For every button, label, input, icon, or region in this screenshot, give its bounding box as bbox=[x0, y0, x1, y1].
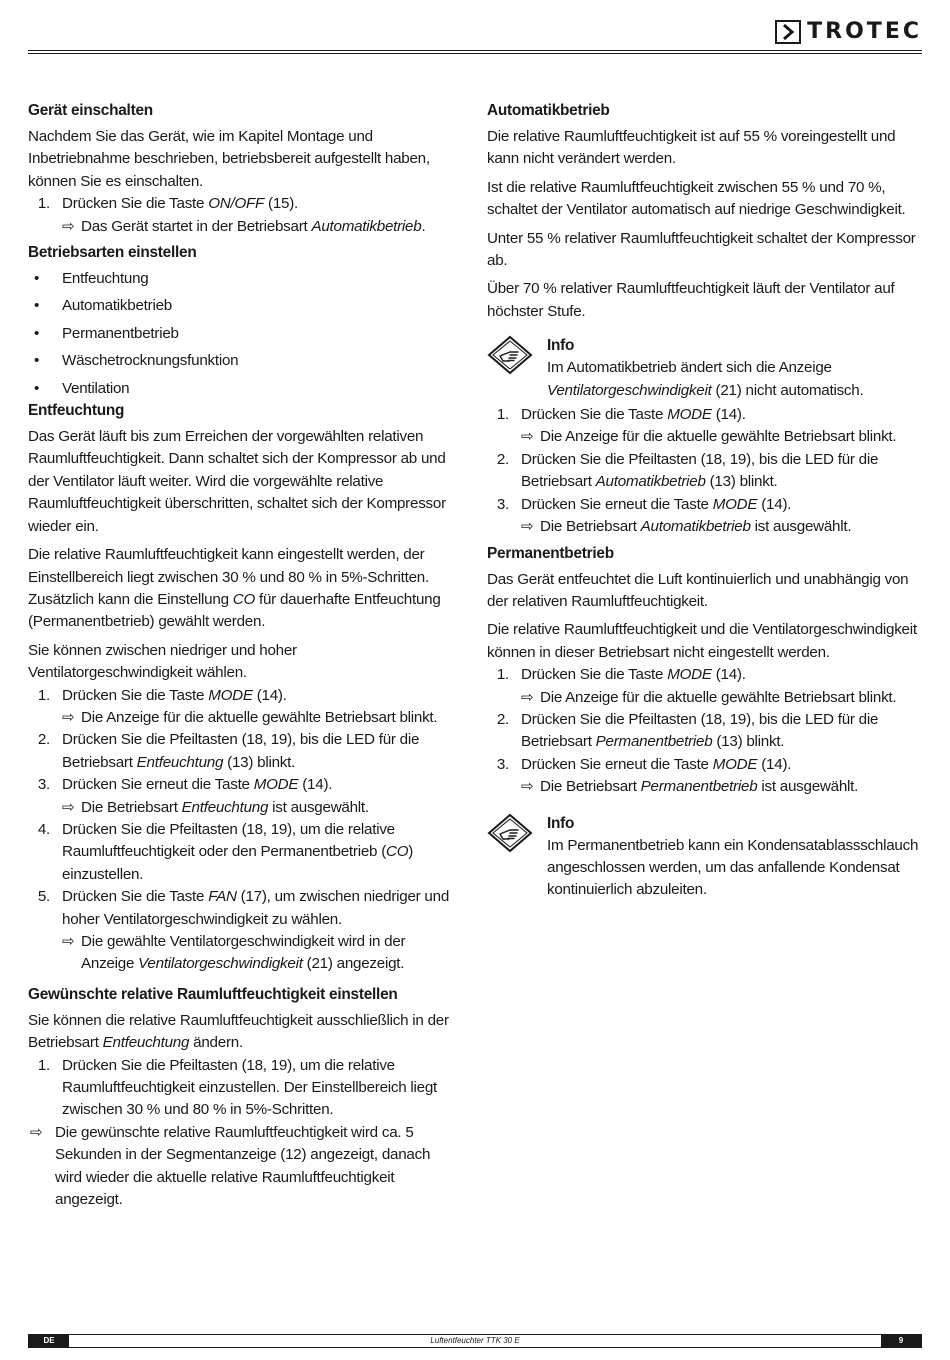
step-text-emphasis: FAN bbox=[208, 888, 237, 906]
step-text-part: Drücken Sie die Taste bbox=[521, 666, 668, 684]
result-text-part: Die gewählte Ventilatorgeschwindigkeit wird in der Anzeige bbox=[81, 933, 406, 973]
result-text bbox=[81, 931, 460, 976]
paragraph: Unter 55 % relativer Raumluftfeuchtigkeit schaltet der Kompressor ab. bbox=[487, 229, 916, 270]
step-item bbox=[487, 754, 923, 776]
step-text-part: (13) blinkt. bbox=[223, 753, 296, 771]
paragraph bbox=[28, 544, 460, 634]
step-item bbox=[487, 709, 923, 754]
paragraph: Das Gerät entfeuchtet die Luft kontinuierlich und unabhängig von der relativen Raumluftfeuchtigkeit. bbox=[487, 570, 909, 610]
step-text-part: Drücken Sie die Taste bbox=[62, 888, 209, 906]
info-text: Im Permanentbetrieb kann ein Kondensatablassschlauch angeschlossen werden, um das anfallende Kondensat kontinuierlich abzuleiten. bbox=[547, 836, 919, 899]
step-item bbox=[28, 1055, 460, 1122]
step-text-part: Drücken Sie die Taste bbox=[521, 406, 668, 424]
info-text-emphasis: Ventilatorgeschwindigkeit bbox=[547, 381, 712, 399]
step-text bbox=[521, 664, 923, 686]
step-text-emphasis: MODE bbox=[208, 686, 253, 704]
header-divider bbox=[28, 50, 922, 51]
info-text bbox=[547, 357, 923, 402]
paragraph: Das Gerät läuft bis zum Erreichen der vorgewählten relativen Raumluftfeuchtigkeit. Dann schaltet sich der Kompressor ab und der Ventilator läuft weiter. Wird die vorgewählte relative Raumluftfeuchtigkeit überschritten, schaltet sich der Kompressor wieder ein. bbox=[28, 428, 446, 535]
result-text bbox=[540, 516, 923, 538]
info-text-part: (21) nicht automatisch. bbox=[711, 381, 864, 399]
left-column bbox=[28, 100, 460, 1211]
bullet-icon: • bbox=[34, 297, 40, 315]
step-number: 2. bbox=[496, 710, 509, 728]
step-text-part: (14). bbox=[298, 776, 333, 794]
bullet-text: Wäschetrocknungsfunktion bbox=[62, 352, 239, 370]
brand-logo bbox=[775, 20, 922, 44]
bullet-text: Entfeuchtung bbox=[62, 270, 149, 288]
footer-language-badge: DE bbox=[29, 1335, 69, 1347]
section-heading-automatikbetrieb: Automatikbetrieb bbox=[487, 102, 610, 119]
step-text-part: (14). bbox=[252, 686, 287, 704]
bullet-icon: • bbox=[34, 324, 40, 342]
result-text-part: . bbox=[421, 217, 426, 235]
paragraph bbox=[28, 1010, 460, 1055]
result-text-emphasis: Permanentbetrieb bbox=[640, 778, 758, 796]
step-text-part: (14). bbox=[757, 495, 792, 513]
step-number: 1. bbox=[496, 666, 509, 684]
step-item bbox=[487, 404, 923, 426]
info-text-part: Im Automatikbetrieb ändert sich die Anzeige bbox=[547, 359, 832, 377]
step-text bbox=[62, 685, 460, 707]
step-text bbox=[521, 754, 923, 776]
result-arrow-icon: ⇨ bbox=[521, 428, 534, 446]
paragraph: Ist die relative Raumluftfeuchtigkeit zwischen 55 % und 70 %, schaltet der Ventilator automatisch auf niedrige Geschwindigkeit. bbox=[487, 178, 906, 219]
bullet-item bbox=[28, 350, 460, 372]
step-text-part: (14). bbox=[757, 755, 792, 773]
result-text-emphasis: Automatikbetrieb bbox=[311, 217, 422, 235]
paragraph: Über 70 % relativer Raumluftfeuchtigkeit läuft der Ventilator auf höchster Stufe. bbox=[487, 280, 895, 320]
section-heading-entfeuchtung: Entfeuchtung bbox=[28, 402, 125, 420]
step-text-emphasis: MODE bbox=[667, 666, 712, 684]
bullet-text: Permanentbetrieb bbox=[62, 324, 179, 342]
step-text-part: (14). bbox=[711, 666, 746, 684]
step-item bbox=[28, 886, 460, 931]
step-number: 3. bbox=[37, 776, 50, 794]
step-item bbox=[28, 819, 460, 886]
step-text-part: (14). bbox=[711, 406, 746, 424]
result-arrow-icon: ⇨ bbox=[521, 518, 534, 536]
bullet-text: Ventilation bbox=[62, 379, 130, 397]
result-text: Die Anzeige für die aktuelle gewählte Betriebsart blinkt. bbox=[540, 428, 897, 446]
step-text-part: Drücken Sie die Taste bbox=[62, 686, 209, 704]
bullet-icon: • bbox=[34, 379, 40, 397]
paragraph: Die relative Raumluftfeuchtigkeit und die Ventilatorgeschwindigkeit können in dieser Betriebsart nicht eingestellt werden. bbox=[487, 621, 917, 661]
step-item bbox=[28, 685, 460, 707]
step-item bbox=[487, 449, 923, 494]
step-text-part: Drücken Sie erneut die Taste bbox=[62, 776, 254, 794]
footer-document-title: Luftentfeuchter TTK 30 E bbox=[430, 1336, 520, 1345]
step-text-part: (13) blinkt. bbox=[705, 473, 778, 491]
result-text-part: ist ausgewählt. bbox=[268, 798, 369, 816]
result-arrow-icon: ⇨ bbox=[62, 217, 75, 235]
result-text-part: Die Betriebsart bbox=[540, 518, 641, 536]
step-number: 3. bbox=[496, 755, 509, 773]
logo-chevron-icon bbox=[775, 20, 801, 44]
step-text-part: (13) blinkt. bbox=[712, 733, 785, 751]
result-arrow-icon: ⇨ bbox=[62, 798, 75, 816]
step-text-part: (15). bbox=[264, 195, 299, 213]
right-column bbox=[487, 100, 923, 904]
step-text-emphasis: MODE bbox=[712, 495, 758, 513]
step-text bbox=[62, 886, 460, 931]
result-text: Die Anzeige für die aktuelle gewählte Betriebsart blinkt. bbox=[540, 688, 897, 706]
result-text-part: (21) angezeigt. bbox=[302, 955, 405, 973]
result-text bbox=[81, 216, 460, 238]
result-arrow-icon: ⇨ bbox=[521, 778, 534, 796]
paragraph: Die relative Raumluftfeuchtigkeit ist auf 55 % voreingestellt und kann nicht verändert werden. bbox=[487, 128, 896, 168]
page-footer bbox=[28, 1334, 922, 1348]
result-arrow-icon: ⇨ bbox=[521, 688, 534, 706]
bullet-text: Automatikbetrieb bbox=[62, 297, 172, 315]
step-text-part: ) einzustellen. bbox=[62, 843, 414, 883]
info-hand-icon bbox=[487, 335, 547, 402]
bullet-item bbox=[28, 268, 460, 290]
result-item bbox=[62, 216, 460, 238]
paragraph-part: Sie können die relative Raumluftfeuchtigkeit ausschließlich in der Betriebsart bbox=[28, 1011, 449, 1052]
bullet-icon: • bbox=[34, 270, 40, 288]
step-number: 1. bbox=[37, 686, 50, 704]
paragraph-part: ändern. bbox=[189, 1034, 243, 1052]
section-heading-geraet-einschalten: Gerät einschalten bbox=[28, 102, 153, 119]
step-number: 2. bbox=[37, 731, 50, 749]
step-number: 1. bbox=[37, 195, 50, 213]
step-text-part: Drücken Sie die Pfeiltasten (18, 19), bis die LED für die Betriebsart bbox=[521, 450, 879, 491]
step-text-part: (17), um zwischen niedriger und hoher Ventilatorgeschwindigkeit zu wählen. bbox=[62, 888, 450, 928]
step-item bbox=[487, 494, 923, 516]
step-item bbox=[28, 729, 460, 774]
result-item bbox=[62, 797, 460, 819]
info-title: Info bbox=[547, 337, 575, 355]
step-text: Drücken Sie die Pfeiltasten (18, 19), um die relative Raumluftfeuchtigkeit einzustellen. Der Einstellbereich liegt zwischen 30 % und 80 % in 5%-Schritten. bbox=[62, 1056, 438, 1119]
step-item bbox=[28, 193, 460, 215]
result-item bbox=[62, 707, 460, 729]
info-title: Info bbox=[547, 814, 575, 832]
step-number: 1. bbox=[37, 1056, 50, 1074]
section-heading-gewuenschte-feuchtigkeit: Gewünschte relative Raumluftfeuchtigkeit einstellen bbox=[28, 985, 398, 1003]
paragraph: Sie können zwischen niedriger und hoher Ventilatorgeschwindigkeit wählen. bbox=[28, 641, 297, 682]
result-arrow-icon: ⇨ bbox=[62, 708, 75, 726]
paragraph-part: Die relative Raumluftfeuchtigkeit kann eingestellt werden, der Einstellbereich liegt zwischen 30 % und 80 % in 5%-Schritten. Zusätzlich kann die Einstellung bbox=[28, 546, 429, 608]
result-item bbox=[62, 931, 460, 976]
paragraph: Nachdem Sie das Gerät, wie im Kapitel Montage und Inbetriebnahme beschrieben, betriebsbereit aufgestellt haben, können Sie es einschalten. bbox=[28, 128, 430, 190]
result-arrow-icon: ⇨ bbox=[62, 933, 75, 950]
step-text bbox=[62, 729, 460, 774]
result-text: Die Anzeige für die aktuelle gewählte Betriebsart blinkt. bbox=[81, 708, 438, 726]
result-text-part: ist ausgewählt. bbox=[750, 518, 852, 536]
step-text-emphasis: MODE bbox=[667, 406, 712, 424]
info-box bbox=[487, 335, 923, 402]
bullet-icon: • bbox=[34, 352, 40, 370]
result-item bbox=[521, 687, 923, 709]
step-text bbox=[521, 449, 923, 494]
step-text bbox=[62, 774, 460, 796]
result-text bbox=[540, 776, 923, 798]
step-number: 5. bbox=[37, 888, 50, 906]
step-text-emphasis: Automatikbetrieb bbox=[595, 473, 706, 491]
header-divider-secondary bbox=[28, 53, 922, 54]
step-text-part: Drücken Sie die Pfeiltasten (18, 19), um die relative Raumluftfeuchtigkeit oder den Permanentbetrieb ( bbox=[62, 820, 395, 861]
section-heading-permanentbetrieb: Permanentbetrieb bbox=[487, 544, 614, 562]
result-text: Die gewünschte relative Raumluftfeuchtigkeit wird ca. 5 Sekunden in der Segmentanzeige (12) angezeigt, danach wird wieder die aktuelle relative Raumluftfeuchtigkeit angezeigt. bbox=[55, 1123, 431, 1209]
result-text-emphasis: Entfeuchtung bbox=[181, 798, 269, 816]
brand-name: TROTEC bbox=[807, 19, 922, 44]
result-item bbox=[521, 426, 923, 448]
paragraph-part: für dauerhafte Entfeuchtung (Permanentbetrieb) gewählt werden. bbox=[28, 590, 441, 631]
step-text-part: Drücken Sie erneut die Taste bbox=[521, 755, 713, 773]
step-text-emphasis: Permanentbetrieb bbox=[595, 733, 713, 751]
step-number: 4. bbox=[37, 820, 50, 838]
step-number: 3. bbox=[496, 495, 509, 513]
step-text-part: Drücken Sie die Pfeiltasten (18, 19), bis die LED für die Betriebsart bbox=[521, 710, 879, 751]
result-text-part: ist ausgewählt. bbox=[757, 778, 859, 796]
step-text bbox=[62, 819, 460, 886]
step-text-emphasis: CO bbox=[386, 843, 409, 861]
info-box bbox=[487, 813, 923, 902]
bullet-item bbox=[28, 295, 460, 317]
step-text bbox=[521, 404, 923, 426]
bullet-item bbox=[28, 323, 460, 345]
result-text bbox=[81, 797, 460, 819]
result-text-part: Die Betriebsart bbox=[540, 778, 641, 796]
step-text-emphasis: MODE bbox=[712, 755, 758, 773]
step-item bbox=[487, 664, 923, 686]
result-item bbox=[521, 516, 923, 538]
result-text-emphasis: Automatikbetrieb bbox=[640, 518, 751, 536]
paragraph-emphasis: CO bbox=[232, 590, 256, 608]
step-text-emphasis: Entfeuchtung bbox=[136, 753, 224, 771]
step-number: 2. bbox=[496, 450, 509, 468]
result-text-part: Das Gerät startet in der Betriebsart bbox=[81, 217, 312, 235]
result-text-emphasis: Ventilatorgeschwindigkeit bbox=[138, 955, 303, 973]
step-text bbox=[62, 193, 460, 215]
footer-page-number: 9 bbox=[881, 1335, 921, 1347]
section-heading-betriebsarten: Betriebsarten einstellen bbox=[28, 244, 197, 262]
step-text bbox=[521, 709, 923, 754]
step-text-part: Drücken Sie die Taste bbox=[62, 195, 209, 213]
info-hand-icon bbox=[487, 813, 547, 902]
result-item bbox=[521, 776, 923, 798]
step-text-emphasis: ON/OFF bbox=[208, 195, 265, 213]
result-arrow-icon: ⇨ bbox=[30, 1123, 43, 1141]
result-item bbox=[30, 1122, 460, 1212]
result-text-part: Die Betriebsart bbox=[81, 798, 182, 816]
step-text bbox=[521, 494, 923, 516]
step-text-part: Drücken Sie erneut die Taste bbox=[521, 495, 713, 513]
step-number: 1. bbox=[496, 406, 509, 424]
paragraph-emphasis: Entfeuchtung bbox=[102, 1034, 190, 1052]
step-item bbox=[28, 774, 460, 796]
step-text-emphasis: MODE bbox=[253, 776, 299, 794]
step-text-part: Drücken Sie die Pfeiltasten (18, 19), bis die LED für die Betriebsart bbox=[62, 731, 420, 771]
bullet-item bbox=[28, 378, 460, 400]
